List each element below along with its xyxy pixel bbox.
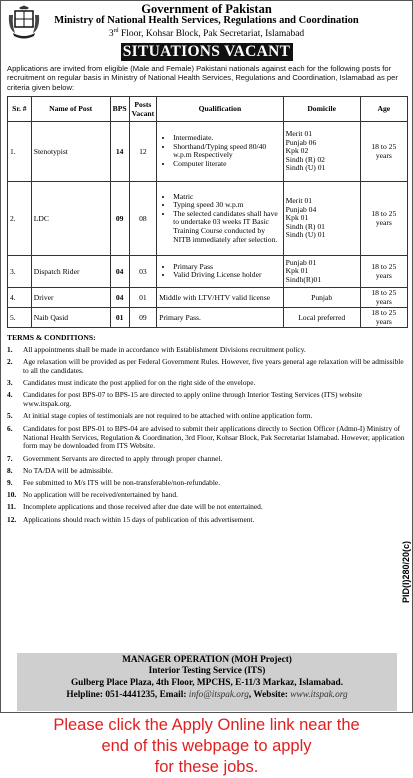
- term-text: Applications should reach within 15 days of publication of this advertisement.: [23, 514, 255, 524]
- term-text: All appointments shall be made in accordance with Establishment Divisions recruitment policy.: [23, 344, 306, 354]
- term-item: [7, 467, 408, 476]
- contact-footer: [17, 653, 397, 711]
- term-number: 1.: [7, 344, 13, 354]
- row-qualification: Middle with LTV/HTV valid license: [157, 287, 284, 307]
- term-text: Candidates for post BPS-01 to BPS-04 are advised to submit their applications directly to Section Officer (Admn-I) Ministry of National Health Services, Regulation & Coordination, 3rd Floor, Kohsar Block, Pak Secretariat Islamabad. However, application form may be downloaded from ITS Website.: [23, 423, 405, 451]
- row-sr: 4.: [8, 287, 32, 307]
- term-item: [7, 346, 408, 355]
- qualification-item: • Intermediate.: [173, 134, 281, 143]
- row-sr: 2.: [8, 181, 32, 255]
- term-item: [7, 391, 408, 409]
- notice-line: for these jobs.: [154, 758, 259, 776]
- term-number: 10.: [7, 490, 17, 500]
- term-item: [7, 425, 408, 452]
- pid-number: PID(I)280/20(c): [401, 541, 411, 604]
- domicile-line: Punjab 01: [285, 257, 317, 267]
- website-label: , Website:: [248, 690, 291, 700]
- row-vacant: 09: [129, 307, 157, 327]
- term-text: Fee submitted to M/s ITS will be non-transferable/non-refundable.: [23, 478, 221, 488]
- term-item: [7, 455, 408, 464]
- footer-line-its: Interior Testing Service (ITS): [148, 666, 266, 676]
- qualification-item: • Computer literate: [173, 160, 281, 169]
- row-post: Driver: [31, 287, 110, 307]
- row-sr: 5.: [8, 307, 32, 327]
- row-domicile: Punjab: [283, 287, 360, 307]
- notice-line: Please click the Apply Online link near the: [53, 716, 360, 734]
- term-number: 8.: [7, 465, 13, 475]
- row-sr: 3.: [8, 255, 32, 287]
- row-vacant: 08: [129, 181, 157, 255]
- domicile-line: Merit 01: [285, 195, 313, 205]
- col-vacant: Posts Vacant: [129, 96, 157, 121]
- qualification-item: • Shorthand/Typing speed 80/40 w.p.m Respectively: [173, 143, 281, 160]
- domicile-line: Sindh (U) 01: [285, 163, 326, 173]
- row-qualification: [157, 255, 284, 287]
- term-text: Age relaxation will be provided as per Federal Government Rules. However, five years general age relaxation will be admissible to all the candidates.: [23, 357, 404, 375]
- qualification-item: • Primary Pass: [173, 263, 281, 272]
- qualification-item: • Matric: [173, 193, 281, 202]
- notice-line: end of this webpage to apply: [101, 737, 312, 755]
- domicile-line: Sindh(R)01: [285, 274, 322, 284]
- row-post: Stenotypist: [31, 121, 110, 181]
- website-link[interactable]: www.itspak.org: [290, 690, 348, 700]
- ministry-address: 3rd Floor, Kohsar Block, Pak Secretariat, Islamabad: [108, 28, 305, 40]
- row-bps: 01: [110, 307, 129, 327]
- row-bps: 04: [110, 255, 129, 287]
- qualification-item: • Typing speed 30 w.p.m: [173, 201, 281, 210]
- row-bps: 09: [110, 181, 129, 255]
- col-qualification: Qualification: [157, 96, 284, 121]
- domicile-line: Kpk 01: [285, 213, 309, 223]
- domicile-line: Sindh (R) 02: [285, 154, 325, 164]
- domicile-line: Sindh (U) 01: [285, 230, 326, 240]
- table-row: [8, 255, 408, 287]
- term-text: Candidates for post BPS-07 to BPS-15 are directed to apply online through Interior Testing Services (ITS) website www.itspak.org.: [23, 390, 362, 409]
- footer-line-manager: MANAGER OPERATION (MOH Project): [122, 655, 292, 665]
- term-item: [7, 491, 408, 500]
- term-item: [7, 379, 408, 388]
- row-domicile: Local preferred: [283, 307, 360, 327]
- footer-contact: [17, 690, 397, 700]
- term-number: 4.: [7, 390, 13, 400]
- row-post: LDC: [31, 181, 110, 255]
- col-post: Name of Post: [31, 96, 110, 121]
- term-text: At initial stage copies of testimonials are not required to be attached with online application form.: [23, 411, 313, 421]
- term-number: 6.: [7, 423, 13, 433]
- row-age: 18 to 25 years: [360, 287, 407, 307]
- term-number: 11.: [7, 502, 16, 512]
- term-text: No application will be received/entertained by hand.: [23, 490, 178, 500]
- domicile-line: Merit 01: [285, 128, 313, 138]
- apply-online-notice: [0, 715, 413, 778]
- col-domicile: Domicile: [283, 96, 360, 121]
- table-row: [8, 307, 408, 327]
- row-post: Naib Qasid: [31, 307, 110, 327]
- row-qualification: [157, 181, 284, 255]
- col-sr: Sr. #: [8, 96, 32, 121]
- domicile-line: Sindh (R) 01: [285, 221, 325, 231]
- term-item: [7, 516, 408, 525]
- email-link[interactable]: info@itspak.org: [188, 690, 249, 700]
- row-qualification: [157, 121, 284, 181]
- term-item: [7, 412, 408, 421]
- row-sr: 1.: [8, 121, 32, 181]
- situations-vacant-banner: SITUATIONS VACANT: [121, 43, 293, 61]
- intro-paragraph: Applications are invited from eligible (Male and Female) Pakistani nationals against each for the following posts for recruitment on regular basis in Ministry of National Health Services, Regulations and Coordination, Islamabad as per criteria given below:: [7, 64, 398, 92]
- row-bps: 04: [110, 287, 129, 307]
- row-age: 18 to 25 years: [360, 181, 407, 255]
- term-text: Candidates must indicate the post applied for on the right side of the envelope.: [23, 378, 256, 388]
- term-text: No TA/DA will be admissible.: [23, 465, 113, 475]
- term-number: 7.: [7, 453, 13, 463]
- vacancies-table: [7, 96, 408, 328]
- row-age: 18 to 25 years: [360, 255, 407, 287]
- qualification-item: • Valid Driving License holder: [173, 271, 281, 280]
- term-item: [7, 503, 408, 512]
- footer-address: Gulberg Place Plaza, 4th Floor, MPCHS, E-11/3 Markaz, Islamabad.: [70, 678, 344, 688]
- table-row: [8, 287, 408, 307]
- term-number: 9.: [7, 478, 13, 488]
- qualification-item: • The selected candidates shall have to undertake 03 weeks IT Basic Training Course conducted by NITB immediately after selection.: [173, 210, 281, 244]
- row-post: Dispatch Rider: [31, 255, 110, 287]
- domicile-line: Kpk 01: [285, 266, 309, 276]
- helpline-label: Helpline: 051-4441235, Email:: [66, 690, 189, 700]
- col-bps: BPS: [110, 96, 129, 121]
- row-domicile: [283, 181, 360, 255]
- term-text: Government Servants are directed to apply through proper channel.: [23, 453, 223, 463]
- table-header-row: [8, 96, 408, 121]
- row-vacant: 03: [129, 255, 157, 287]
- ad-header: [1, 1, 412, 43]
- row-vacant: 12: [129, 121, 157, 181]
- ministry-title: Ministry of National Health Services, Regulations and Coordination: [54, 15, 359, 26]
- row-domicile: [283, 121, 360, 181]
- table-row: [8, 121, 408, 181]
- table-row: [8, 181, 408, 255]
- row-age: 18 to 25 years: [360, 121, 407, 181]
- col-age: Age: [360, 96, 407, 121]
- term-number: 12.: [7, 514, 17, 524]
- term-number: 5.: [7, 411, 13, 421]
- domicile-line: Kpk 02: [285, 146, 309, 156]
- row-age: 18 to 25 years: [360, 307, 407, 327]
- row-domicile: [283, 255, 360, 287]
- term-item: [7, 358, 408, 376]
- row-qualification: Primary Pass.: [157, 307, 284, 327]
- terms-title: TERMS & CONDITIONS:: [7, 332, 96, 342]
- row-vacant: 01: [129, 287, 157, 307]
- row-bps: 14: [110, 121, 129, 181]
- domicile-line: Punjab 06: [285, 137, 317, 147]
- term-number: 2.: [7, 357, 13, 366]
- terms-and-conditions: [7, 334, 408, 525]
- term-number: 3.: [7, 378, 13, 388]
- domicile-line: Punjab 04: [285, 204, 317, 214]
- term-item: [7, 479, 408, 488]
- government-title: Government of Pakistan: [141, 2, 272, 16]
- term-text: Incomplete applications and those received after due date will be not entertained.: [23, 502, 263, 512]
